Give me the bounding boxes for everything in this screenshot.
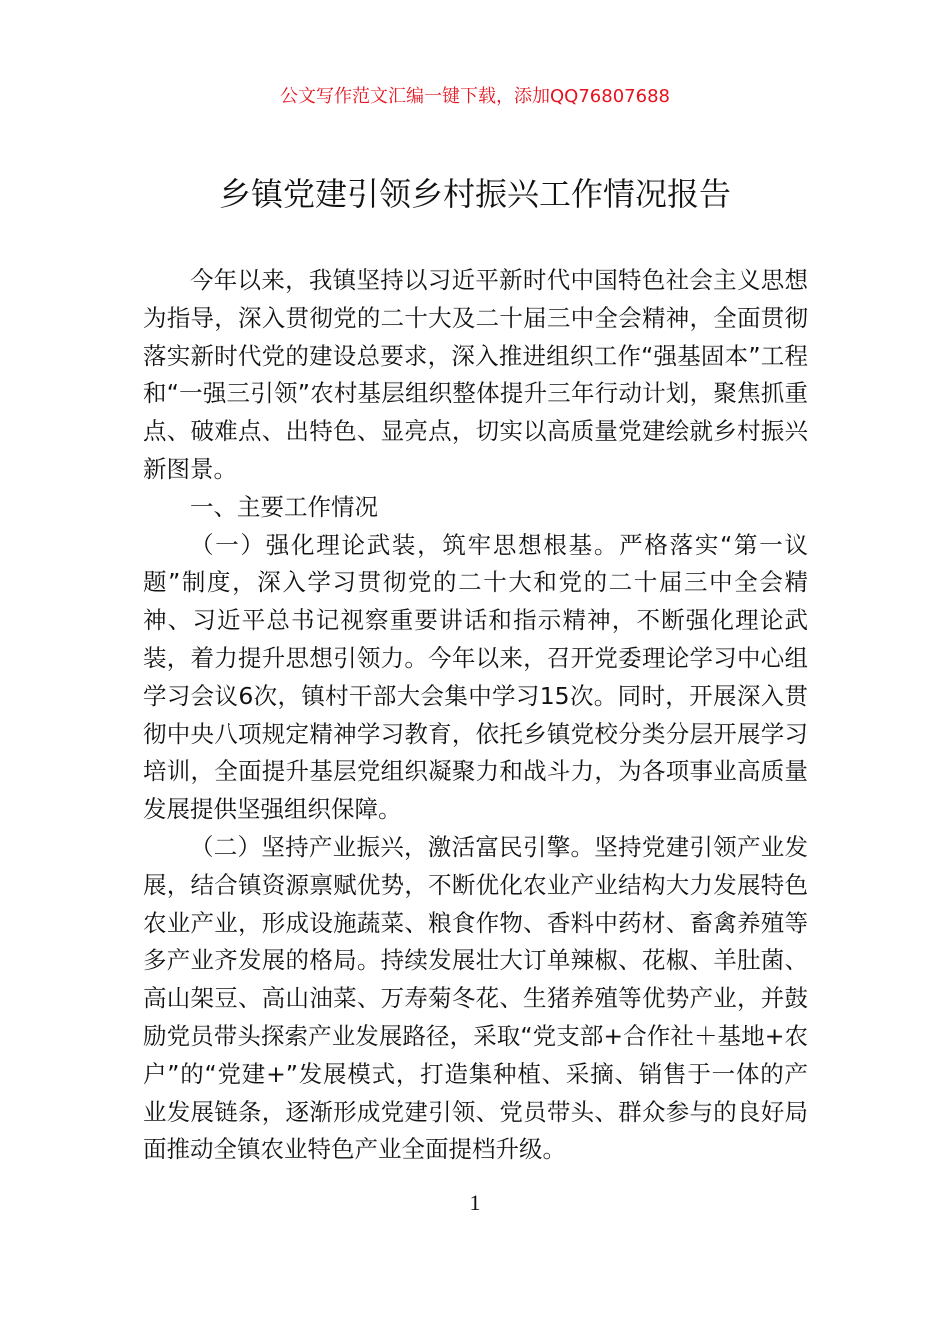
download-banner[interactable]: 公文写作范文汇编一键下载，添加QQ76807688 — [280, 86, 670, 107]
page-number: 1 — [469, 1190, 481, 1215]
section-heading: 一、主要工作情况 — [190, 492, 378, 521]
document-body — [143, 262, 808, 1169]
subsection-paragraph: （一）强化理论武装，筑牢思想根基。严格落实“第一议题”制度，深入学习贯彻党的二十大和党的二十届三中全会精神、习近平总书记视察重要讲话和指示精神，不断强化理论武装，着力提升思想引领力。今年以来，召开党委理论学习中心组学习会议6次，镇村干部大会集中学习15次。同时，开展深入贯彻中央八项规定精神学习教育，依托乡镇党校分类分层开展学习培训，全面提升基层党组织凝聚力和战斗力，为各项事业高质量发展提供坚强组织保障。 — [143, 530, 808, 824]
subsection-paragraph: （二）坚持产业振兴，激活富民引擎。坚持党建引领产业发展，结合镇资源禀赋优势，不断优化农业产业结构大力发展特色农业产业，形成设施蔬菜、粮食作物、香料中药材、畜禽养殖等多产业齐发展的格局。持续发展壮大订单辣椒、花椒、羊肚菌、高山架豆、高山油菜、万寿菊冬花、生猪养殖等优势产业，并鼓励党员带头探索产业发展路径，采取“党支部+合作社＋基地+农户”的“党建+”发展模式，打造集种植、采摘、销售于一体的产业发展链条，逐渐形成党建引领、党员带头、群众参与的良好局面推动全镇农业特色产业全面提档升级。 — [143, 832, 808, 1164]
intro-paragraph: 今年以来，我镇坚持以习近平新时代中国特色社会主义思想为指导，深入贯彻党的二十大及二十届三中全会精神，全面贯彻落实新时代党的建设总要求，深入推进组织工作“强基固本”工程和“一强三引领”农村基层组织整体提升三年行动计划，聚焦抓重点、破难点、出特色、显亮点，切实以高质量党建绘就乡村振兴新图景。 — [143, 266, 808, 483]
document-title: 乡镇党建引领乡村振兴工作情况报告 — [218, 175, 731, 213]
